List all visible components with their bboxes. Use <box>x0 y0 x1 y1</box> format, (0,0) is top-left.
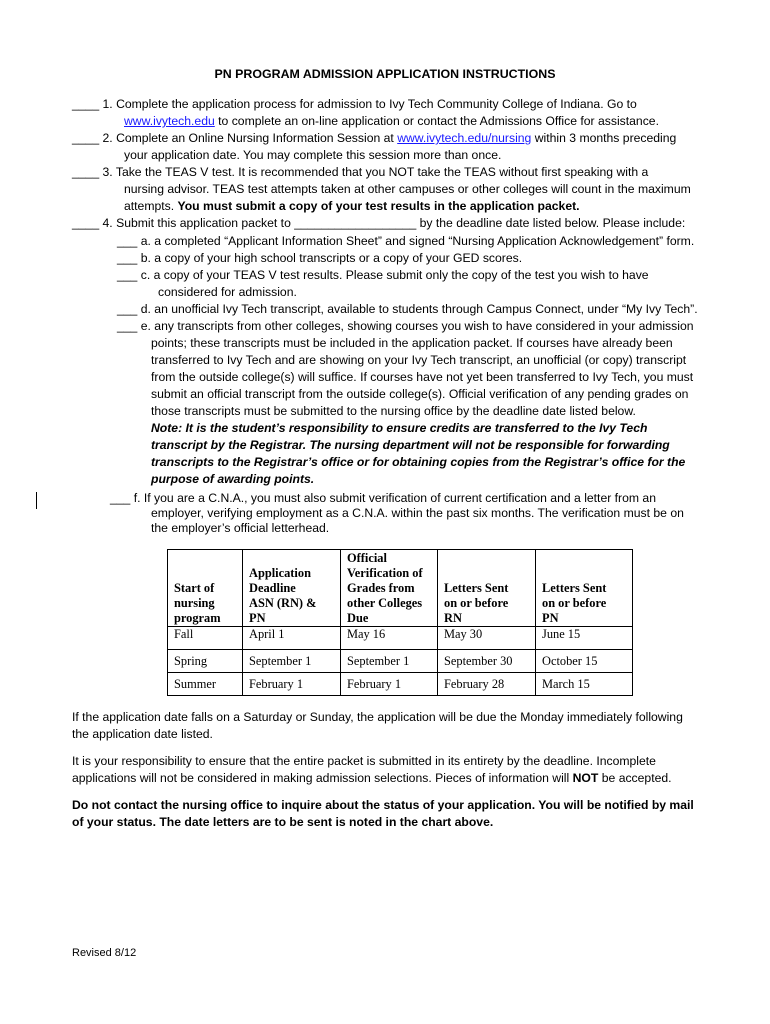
deadline-table <box>167 549 633 696</box>
subitem-e: ___ e. any transcripts from other colleges, showing courses you wish to have considered in your admission <box>117 319 694 333</box>
item-4-blank: ____ <box>72 216 100 230</box>
subitem-e-line6: those transcripts must be submitted to the nursing office by the deadline date listed below. <box>151 404 636 418</box>
item-1 <box>72 96 637 113</box>
text-cursor <box>36 492 37 509</box>
subitem-f-line3: the employer’s official letterhead. <box>151 521 330 535</box>
header-letters-pn: Letters Sent on or before PN <box>536 550 633 627</box>
subitem-e-line5: submit an official transcript from the outside college(s). Official verification of any pending grades on <box>151 387 689 401</box>
subitem-e-line3: transferred to Ivy Tech and are showing on your Ivy Tech transcript, an unofficial (or copy) transcript <box>151 353 687 367</box>
item-1-blank: ____ <box>72 97 100 111</box>
header-letters-rn: Letters Sent on or before RN <box>438 550 536 627</box>
header-start-of-program: Start of nursing program <box>168 550 243 627</box>
note-line3: transcripts to the Registrar’s office or for obtaining copies from the Registrar’s office for the <box>151 455 686 469</box>
item-3-line3: attempts. You must submit a copy of your test results in the application packet. <box>124 199 580 213</box>
table-row: Fall April 1 May 16 May 30 June 15 <box>168 627 633 650</box>
note-line2: transcript by the Registrar. The nursing department will not be responsible for forwarding <box>151 438 670 452</box>
ivytech-link[interactable]: www.ivytech.edu <box>124 114 215 128</box>
subitem-a: ___ a. a completed “Applicant Information Sheet” and signed “Nursing Application Acknowledgement” form. <box>117 234 695 248</box>
item-4: ____ 4. Submit this application packet to __________________ by the deadline date listed below. Please include: <box>72 216 686 230</box>
subitem-b: ___ b. a copy of your high school transcripts or a copy of your GED scores. <box>117 251 523 265</box>
subitem-e-line2: points; these transcripts must be included in the application packet. If courses have already been <box>151 336 673 350</box>
note-line4: purpose of awarding points. <box>151 472 315 486</box>
header-application-deadline: Application Deadline ASN (RN) & PN <box>243 550 341 627</box>
item-2-blank: ____ <box>72 131 100 145</box>
table-row: Summer February 1 February 1 February 28 March 15 <box>168 673 633 696</box>
item-2: ____ 2. Complete an Online Nursing Information Session at www.ivytech.edu/nursing within 3 months preceding <box>72 131 677 145</box>
item-3: ____ 3. Take the TEAS V test. It is recommended that you NOT take the TEAS without first speaking with a <box>72 165 649 179</box>
header-official-verification: Official Verification of Grades from other Colleges Due <box>341 550 438 627</box>
item-2-line2: your application date. You may complete this session more than once. <box>124 148 502 162</box>
item-3-blank: ____ <box>72 165 100 179</box>
subitem-f: ___ f. If you are a C.N.A., you must also submit verification of current certification and a letter from an <box>110 491 656 505</box>
item-1-line2: www.ivytech.edu to complete an on-line application or contact the Admissions Office for assistance. <box>124 114 659 128</box>
page-title: PN PROGRAM ADMISSION APPLICATION INSTRUCTIONS <box>214 67 556 81</box>
responsibility-paragraph: It is your responsibility to ensure that the entire packet is submitted in its entirety by the deadline. Incomplete applications will not be considered in making admission selections. Pieces of information will NOT be accepted. <box>72 754 672 785</box>
table-header-row <box>168 550 633 627</box>
table-row: Spring September 1 September 1 September 30 October 15 <box>168 650 633 673</box>
subitem-c: ___ c. a copy of your TEAS V test results. Please submit only the copy of the test you wish to have <box>117 268 649 282</box>
nursing-link[interactable]: www.ivytech.edu/nursing <box>397 131 532 145</box>
contact-paragraph: Do not contact the nursing office to inquire about the status of your application. You will be notified by mail of your status. The date letters are to be sent is noted in the chart above. <box>72 798 694 829</box>
subitem-e-line4: from the outside college(s) will suffice. If courses have not yet been transferred to Ivy Tech, you must <box>151 370 694 384</box>
item-1-text: 1. Complete the application process for admission to Ivy Tech Community College of Indiana. Go to <box>102 97 637 111</box>
subitem-f-line2: employer, verifying employment as a C.N.A. within the past six months. The verification must be on <box>151 506 684 520</box>
item-3-line2: nursing advisor. TEAS test attempts taken at other campuses or other colleges will count in the maximum <box>124 182 691 196</box>
note-line1: Note: It is the student’s responsibility to ensure credits are transferred to the Ivy Tech <box>151 421 648 435</box>
revision-footer: Revised 8/12 <box>72 947 137 959</box>
subitem-d: ___ d. an unofficial Ivy Tech transcript, available to students through Campus Connect, under “My Ivy Tech”. <box>117 302 698 316</box>
weekend-paragraph: If the application date falls on a Saturday or Sunday, the application will be due the Monday immediately following the application date listed. <box>72 710 683 741</box>
subitem-c-line2: considered for admission. <box>158 285 297 299</box>
